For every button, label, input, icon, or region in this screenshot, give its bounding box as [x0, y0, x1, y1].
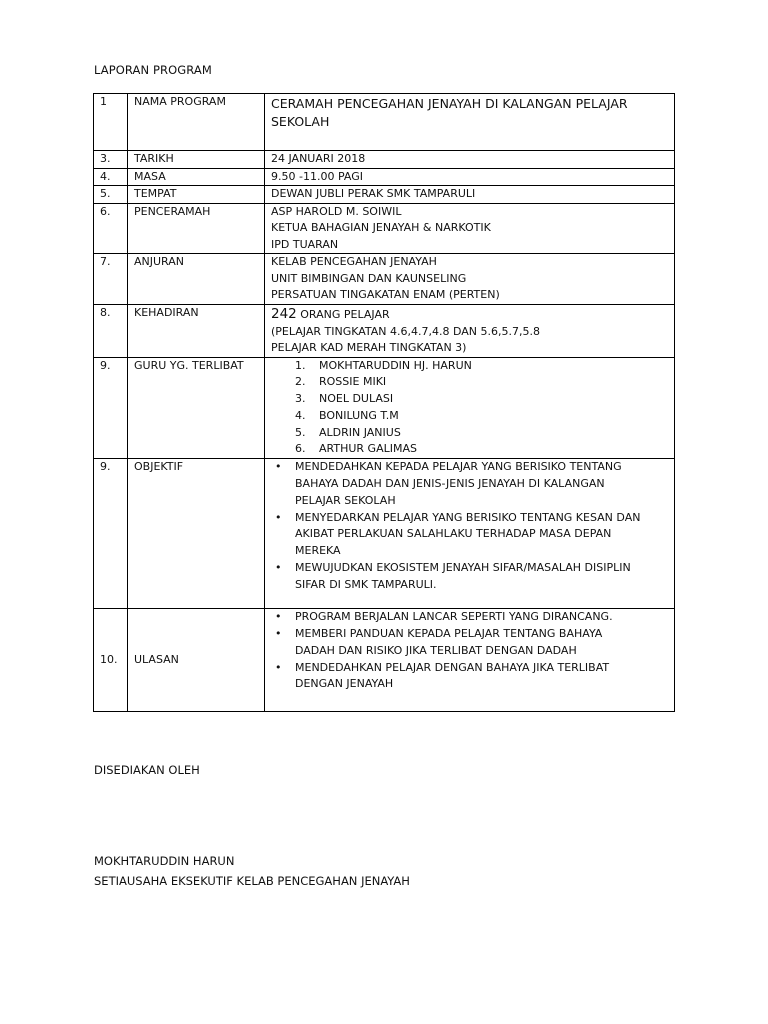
row-label: OBJEKTIF: [128, 459, 265, 609]
document-title: LAPORAN PROGRAM: [94, 63, 212, 77]
row-value: [265, 357, 675, 459]
table-row-ulasan: [94, 609, 675, 712]
teacher-list: [271, 358, 668, 459]
row-value: [265, 304, 675, 357]
list-item: 1. MOKHTARUDDIN HJ. HARUN: [295, 358, 472, 372]
row-value: 9.50 -11.00 PAGI: [265, 168, 675, 186]
list-item: • MEMBERI PANDUAN KEPADA PELAJAR TENTANG BAHAYA DADAH DAN RISIKO JIKA TERLIBAT DENGAN DADAH: [275, 627, 603, 657]
speaker-line: IPD TUARAN: [271, 237, 339, 251]
program-name-line: CERAMAH PENCEGAHAN JENAYAH DI KALANGAN PELAJAR: [271, 96, 628, 111]
row-number: 5.: [94, 186, 128, 204]
attendance-suffix: ORANG PELAJAR: [296, 307, 390, 321]
row-label: GURU YG. TERLIBAT: [128, 357, 265, 459]
list-item: 6. ARTHUR GALIMAS: [295, 442, 417, 456]
table-row-masa: [94, 168, 675, 186]
objective-list: [271, 459, 668, 593]
table-row-anjuran: [94, 254, 675, 305]
row-value: [265, 94, 675, 151]
row-value: [265, 609, 675, 712]
bullet-icon: •: [275, 627, 282, 641]
table-row-objektif: [94, 459, 675, 609]
row-label: ANJURAN: [128, 254, 265, 305]
list-item: 4. BONILUNG T.M: [295, 408, 399, 422]
table-row-guru-terlibat: [94, 357, 675, 459]
table-row-tarikh: [94, 151, 675, 169]
row-label: KEHADIRAN: [128, 304, 265, 357]
attendance-line: PELAJAR KAD MERAH TINGKATAN 3): [271, 341, 467, 354]
bullet-icon: •: [275, 660, 282, 674]
list-item: • MENDEDAHKAN PELAJAR DENGAN BAHAYA JIKA TERLIBAT DENGAN JENAYAH: [275, 660, 610, 691]
signatory-name: MOKHTARUDDIN HARUN: [94, 854, 235, 868]
report-table: [93, 93, 675, 712]
row-number: 9.: [94, 459, 128, 609]
row-label: TARIKH: [128, 151, 265, 169]
organizer-line: PERSATUAN TINGAKATAN ENAM (PERTEN): [271, 288, 500, 301]
list-item: • PROGRAM BERJALAN LANCAR SEPERTI YANG DIRANCANG.: [271, 609, 668, 626]
bullet-icon: •: [275, 561, 282, 575]
row-number: 6.: [94, 203, 128, 254]
row-value: [265, 459, 675, 609]
list-item: • MENDEDAHKAN KEPADA PELAJAR YANG BERISIKO TENTANG BAHAYA DADAH DAN JENIS-JENIS JENAYAH DI KALANGAN PELAJAR SEKOLAH: [275, 460, 622, 507]
list-item: 3. NOEL DULASI: [295, 392, 394, 406]
list-item: 5. ALDRIN JANIUS: [295, 425, 401, 439]
row-number: 4.: [94, 168, 128, 186]
organizer-line: UNIT BIMBINGAN DAN KAUNSELING: [271, 271, 467, 285]
row-number: 10.: [94, 609, 128, 712]
signatory-title: SETIAUSAHA EKSEKUTIF KELAB PENCEGAHAN JENAYAH: [94, 874, 410, 888]
row-label: PENCERAMAH: [128, 203, 265, 254]
attendance-line: (PELAJAR TINGKATAN 4.6,4.7,4.8 DAN 5.6,5.7,5.8: [271, 324, 540, 338]
organizer-line: KELAB PENCEGAHAN JENAYAH: [271, 255, 437, 268]
speaker-line: ASP HAROLD M. SOIWIL: [271, 204, 402, 218]
attendance-count: 242: [271, 305, 297, 322]
row-number: 7.: [94, 254, 128, 305]
table-row-nama-program: [94, 94, 675, 151]
prepared-by-label: DISEDIAKAN OLEH: [94, 763, 200, 777]
list-item: • MENYEDARKAN PELAJAR YANG BERISIKO TENTANG KESAN DAN AKIBAT PERLAKUAN SALAHLAKU TERHADAP MASA DEPAN MEREKA: [275, 510, 641, 558]
row-label: TEMPAT: [128, 186, 265, 204]
row-value: 24 JANUARI 2018: [265, 151, 675, 169]
table-row-kehadiran: [94, 304, 675, 357]
row-value: [265, 254, 675, 305]
speaker-line: KETUA BAHAGIAN JENAYAH & NARKOTIK: [271, 221, 491, 234]
bullet-icon: •: [275, 610, 282, 624]
row-number: 3.: [94, 151, 128, 169]
comment-list: [271, 609, 668, 693]
program-name-line: SEKOLAH: [271, 114, 330, 129]
bullet-icon: •: [275, 460, 282, 474]
row-label: ULASAN: [128, 609, 265, 712]
row-number: 8.: [94, 304, 128, 357]
table-row-tempat: [94, 186, 675, 204]
row-label: MASA: [128, 168, 265, 186]
row-number: 9.: [94, 357, 128, 459]
list-item: • MEWUJUDKAN EKOSISTEM JENAYAH SIFAR/MASALAH DISIPLIN SIFAR DI SMK TAMPARULI.: [275, 561, 631, 591]
row-label: NAMA PROGRAM: [128, 94, 265, 151]
table-row-penceramah: [94, 203, 675, 254]
list-item: 2. ROSSIE MIKI: [295, 375, 387, 389]
row-value: DEWAN JUBLI PERAK SMK TAMPARULI: [265, 186, 675, 204]
row-number: 1: [94, 94, 128, 151]
bullet-icon: •: [275, 510, 282, 524]
row-value: [265, 203, 675, 254]
